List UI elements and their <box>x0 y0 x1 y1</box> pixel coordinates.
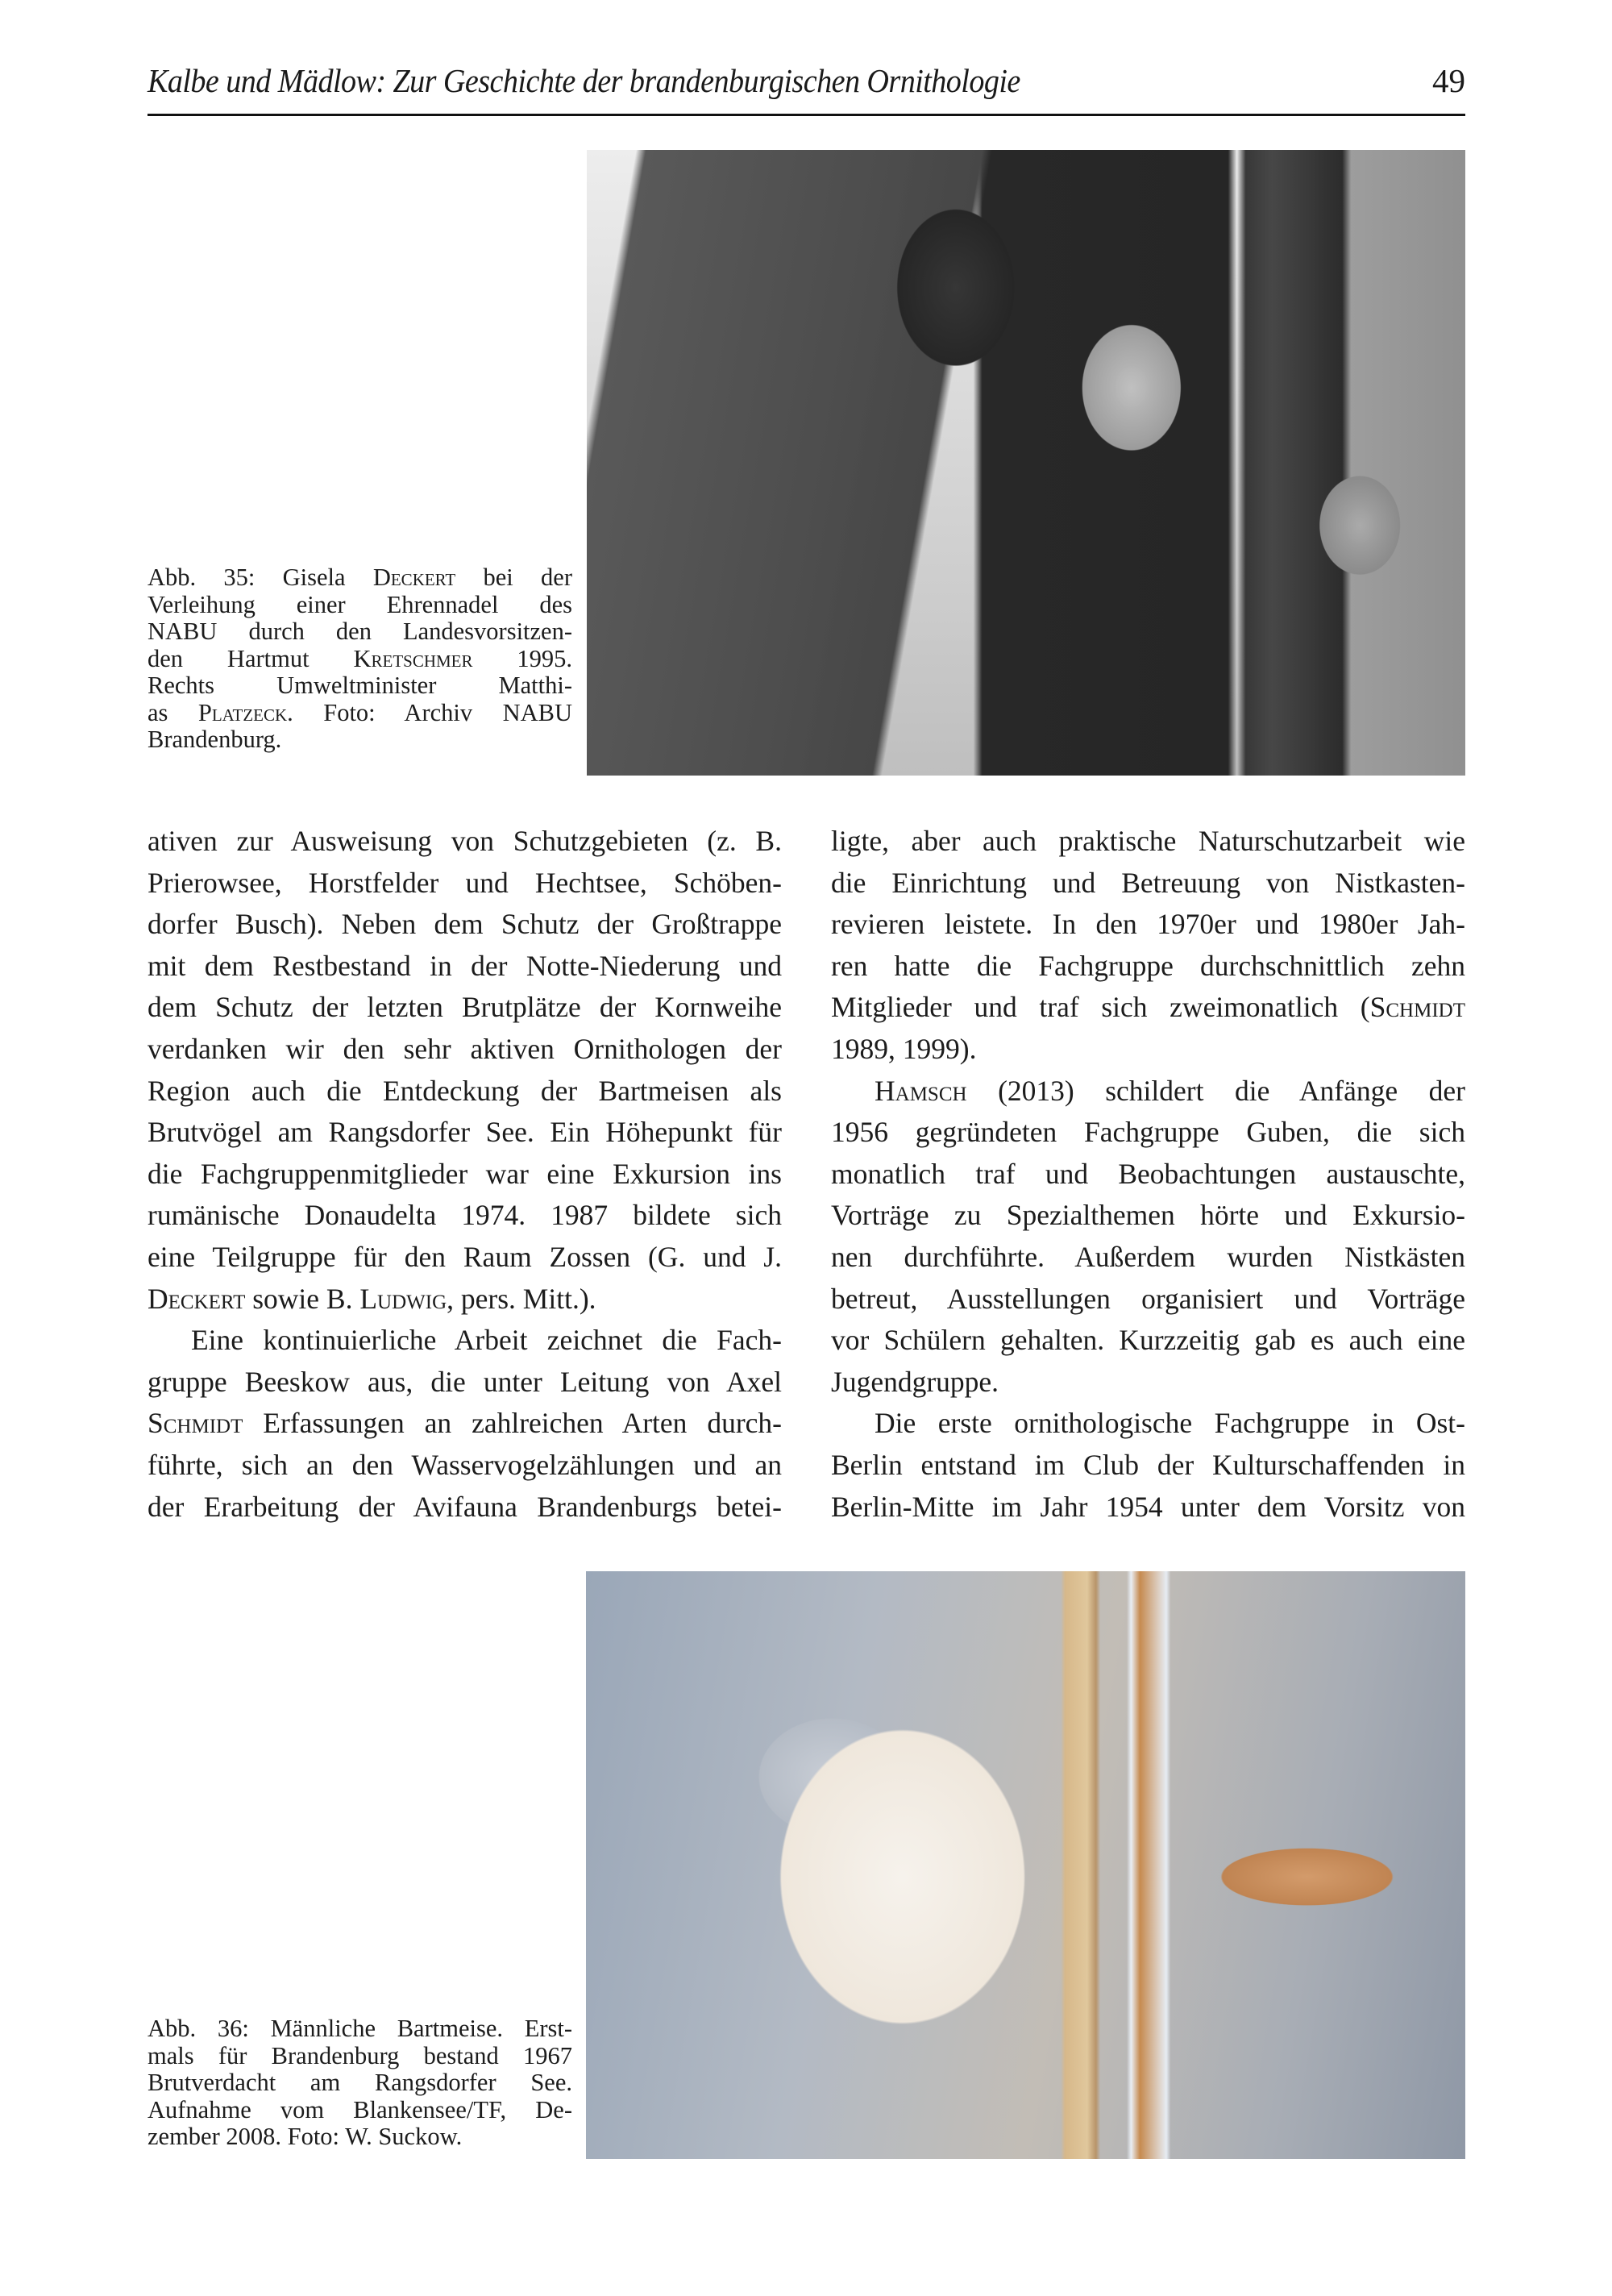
author-name: Deckert <box>147 1282 246 1315</box>
body-text-line: eine Teilgruppe für den Raum Zossen (G. und J. <box>147 1240 782 1273</box>
body-text-line: verdanken wir den sehr aktiven Ornithologen der <box>147 1032 782 1065</box>
body-text-line: nen durchführte. Außerdem wurden Nistkästen <box>831 1240 1465 1273</box>
body-text-line: revieren leistete. In den 1970er und 1980er Jah- <box>831 908 1465 941</box>
body-text-line: vor Schülern gehalten. Kurzzeitig gab es auch eine <box>831 1324 1465 1357</box>
figure-35-caption <box>147 564 572 754</box>
body-text-line: 1956 gegründeten Fachgruppe Guben, die sich <box>831 1116 1465 1149</box>
body-text-line: der Erarbeitung der Avifauna Brandenburgs betei- <box>147 1490 782 1523</box>
author-name: Deckert <box>372 564 456 591</box>
caption-line: Rechts Umweltminister Matthi- <box>147 672 572 699</box>
caption-line: Abb. 36: Männliche Bartmeise. Erst- <box>147 2015 572 2042</box>
body-text-line: Vorträge zu Spezialthemen hörte und Exkursio- <box>831 1199 1465 1232</box>
author-name: Schmidt <box>1369 991 1465 1024</box>
body-column-left <box>147 821 782 1528</box>
body-text-line: Berlin-Mitte im Jahr 1954 unter dem Vorsitz von <box>831 1490 1465 1523</box>
caption-line: zember 2008. Foto: W. Suckow. <box>147 2123 463 2150</box>
caption-line: den Hartmut Kretschmer 1995. <box>147 644 573 672</box>
caption-line: Aufnahme vom Blankensee/TF, De- <box>147 2095 572 2123</box>
caption-line: mals für Brandenburg bestand 1967 <box>147 2041 572 2069</box>
body-text-line: Deckert sowie B. Ludwig, pers. Mitt.). <box>147 1282 596 1315</box>
page-number: 49 <box>1432 62 1465 99</box>
body-text-line: mit dem Restbestand in der Notte-Niederung und <box>147 949 782 982</box>
figure-36-photo <box>586 1571 1465 2159</box>
caption-line: as Platzeck. Foto: Archiv NABU <box>147 698 572 726</box>
body-text-line: die Einrichtung und Betreuung von Nistkasten- <box>831 866 1465 899</box>
header-rule <box>147 114 1465 116</box>
body-text-line: Brutvögel am Rangsdorfer See. Ein Höhepunkt für <box>147 1116 782 1149</box>
caption-line: Abb. 35: Gisela Deckert bei der <box>147 564 572 591</box>
caption-line: NABU durch den Landesvorsitzen- <box>147 618 572 645</box>
body-text-line: Eine kontinuierliche Arbeit zeichnet die Fach- <box>191 1324 782 1357</box>
body-text-line: führte, sich an den Wasservogelzählungen und an <box>147 1448 782 1481</box>
caption-line: Brutverdacht am Rangsdorfer See. <box>147 2069 572 2096</box>
author-name: Hamsch <box>875 1074 967 1107</box>
author-name: Platzeck <box>197 698 288 726</box>
running-title: Kalbe und Mädlow: Zur Geschichte der brandenburgischen Ornithologie <box>147 62 1020 99</box>
body-text-line: dem Schutz der letzten Brutplätze der Kornweihe <box>147 991 782 1024</box>
body-text-line: Schmidt Erfassungen an zahlreichen Arten durch- <box>147 1407 782 1440</box>
body-text-line: ren hatte die Fachgruppe durchschnittlich zehn <box>831 949 1465 982</box>
caption-line: Brandenburg. <box>147 726 282 753</box>
running-head <box>147 61 1465 110</box>
author-name: Schmidt <box>147 1407 243 1440</box>
body-text-line: Region auch die Entdeckung der Bartmeisen als <box>147 1074 782 1107</box>
body-text-line: 1989, 1999). <box>831 1032 977 1065</box>
author-name: Kretschmer <box>353 644 473 672</box>
body-text-line: gruppe Beeskow aus, die unter Leitung von Axel <box>147 1365 782 1398</box>
body-text-line: ligte, aber auch praktische Naturschutzarbeit wie <box>831 825 1465 857</box>
figure-36-caption <box>147 2015 572 2151</box>
body-text-line: Prierowsee, Horstfelder und Hechtsee, Schöben- <box>147 866 782 899</box>
body-text-line: betreut, Ausstellungen organisiert und Vorträge <box>831 1282 1465 1315</box>
body-text-line: Die erste ornithologische Fachgruppe in Ost- <box>875 1407 1465 1440</box>
body-text-line: Hamsch (2013) schildert die Anfänge der <box>875 1074 1465 1107</box>
body-text-line: rumänische Donaudelta 1974. 1987 bildete sich <box>147 1199 782 1232</box>
body-column-right <box>831 821 1465 1528</box>
body-text-line: monatlich traf und Beobachtungen austauschte, <box>831 1157 1465 1190</box>
body-text-line: die Fachgruppenmitglieder war eine Exkursion ins <box>147 1157 782 1190</box>
body-text-line: Jugendgruppe. <box>831 1365 999 1398</box>
body-text-line: Mitglieder und traf sich zweimonatlich (Schmidt <box>831 991 1465 1024</box>
figure-35-photo <box>587 150 1465 776</box>
body-text-line: Berlin entstand im Club der Kulturschaffenden in <box>831 1448 1465 1481</box>
body-text-line: ativen zur Ausweisung von Schutzgebieten (z. B. <box>147 825 782 857</box>
body-text-line: dorfer Busch). Neben dem Schutz der Großtrappe <box>147 908 782 941</box>
caption-line: Verleihung einer Ehrennadel des <box>147 590 572 618</box>
author-name: Ludwig <box>359 1282 447 1315</box>
